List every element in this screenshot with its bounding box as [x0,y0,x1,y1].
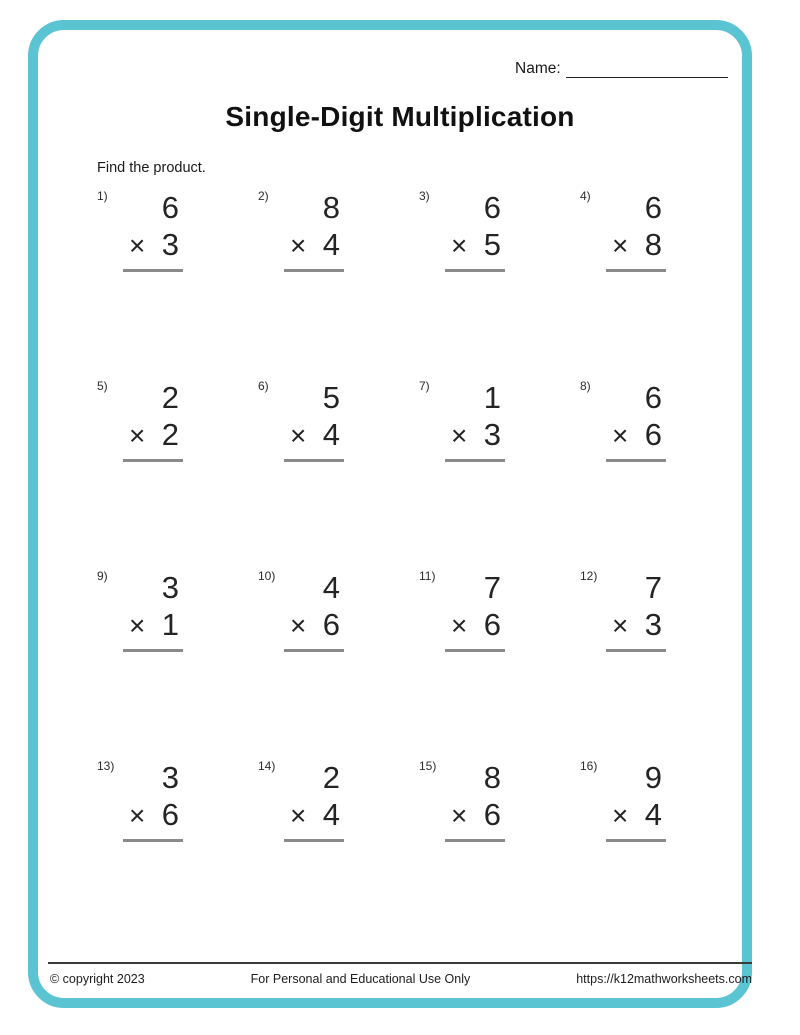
bottom-row [123,418,183,452]
problem-work [284,381,344,462]
answer-line[interactable] [123,649,183,652]
name-label: Name: [515,60,561,77]
problem-9 [95,565,256,755]
bottom-row [284,418,344,452]
bottom-row [606,418,666,452]
page-title: Single-Digit Multiplication [225,101,575,132]
multiply-icon: × [612,800,629,831]
top-operand: 5 [322,380,340,415]
problem-work [445,571,505,652]
problem-number: 10) [258,569,276,583]
problem-work [123,191,183,272]
answer-line[interactable] [606,459,666,462]
multiply-icon: × [451,610,468,641]
multiply-icon: × [290,420,307,451]
top-operand: 7 [483,570,501,605]
problem-number: 16) [580,759,598,773]
top-operand: 4 [322,570,340,605]
top-operand: 8 [483,760,501,795]
bottom-row [284,798,344,832]
problem-1 [95,185,256,375]
name-row [515,58,728,78]
multiply-icon: × [451,230,468,261]
problem-14 [256,755,417,945]
multiply-icon: × [129,420,146,451]
problem-number: 3) [419,189,430,203]
problem-work [445,191,505,272]
problem-work [284,191,344,272]
multiply-icon: × [129,800,146,831]
answer-line[interactable] [123,269,183,272]
problem-work [284,761,344,842]
bottom-row [445,608,505,642]
problem-3 [417,185,578,375]
bottom-row [123,798,183,832]
answer-line[interactable] [606,649,666,652]
bottom-operand: 4 [322,417,340,452]
answer-line[interactable] [123,459,183,462]
bottom-operand: 5 [483,227,501,262]
multiply-icon: × [612,420,629,451]
top-operand: 2 [322,760,340,795]
problem-7 [417,375,578,565]
problem-number: 12) [580,569,598,583]
problem-number: 2) [258,189,269,203]
multiply-icon: × [129,230,146,261]
top-operand: 8 [322,190,340,225]
problem-2 [256,185,417,375]
top-operand: 1 [483,380,501,415]
bottom-row [123,608,183,642]
bottom-operand: 4 [322,797,340,832]
name-fill-line[interactable] [566,58,728,78]
problem-work [606,571,666,652]
problem-10 [256,565,417,755]
bottom-operand: 3 [644,607,662,642]
problem-work [606,191,666,272]
footer [50,972,752,986]
multiply-icon: × [612,610,629,641]
bottom-operand: 8 [644,227,662,262]
problem-5 [95,375,256,565]
answer-line[interactable] [284,839,344,842]
bottom-operand: 2 [161,417,179,452]
problem-12 [578,565,739,755]
bottom-row [284,608,344,642]
bottom-operand: 6 [644,417,662,452]
instruction-text: Find the product. [97,160,206,176]
top-operand: 6 [644,190,662,225]
problem-number: 7) [419,379,430,393]
answer-line[interactable] [445,459,505,462]
problem-work [123,571,183,652]
bottom-row [123,228,183,262]
multiply-icon: × [129,610,146,641]
problem-work [123,381,183,462]
problem-work [606,761,666,842]
problem-number: 6) [258,379,269,393]
footer-usage-note: For Personal and Educational Use Only [250,972,471,986]
problem-number: 14) [258,759,276,773]
problem-work [284,571,344,652]
bottom-operand: 3 [161,227,179,262]
problem-number: 13) [97,759,115,773]
answer-line[interactable] [123,839,183,842]
top-operand: 2 [161,380,179,415]
bottom-row [445,228,505,262]
multiply-icon: × [612,230,629,261]
answer-line[interactable] [606,269,666,272]
bottom-row [284,228,344,262]
bottom-operand: 6 [161,797,179,832]
bottom-row [606,798,666,832]
top-operand: 3 [161,570,179,605]
problem-11 [417,565,578,755]
bottom-operand: 4 [322,227,340,262]
problem-6 [256,375,417,565]
problem-16 [578,755,739,945]
multiply-icon: × [290,610,307,641]
multiply-icon: × [290,800,307,831]
answer-line[interactable] [445,839,505,842]
answer-line[interactable] [606,839,666,842]
multiply-icon: × [451,800,468,831]
multiply-icon: × [290,230,307,261]
problem-number: 9) [97,569,108,583]
footer-copyright: © copyright 2023 [50,972,145,986]
top-operand: 7 [644,570,662,605]
bottom-row [606,228,666,262]
bottom-operand: 6 [483,797,501,832]
problem-number: 15) [419,759,437,773]
problem-13 [95,755,256,945]
answer-line[interactable] [445,649,505,652]
problem-4 [578,185,739,375]
problem-number: 11) [419,569,436,583]
problem-8 [578,375,739,565]
problem-work [445,761,505,842]
top-operand: 6 [644,380,662,415]
bottom-row [606,608,666,642]
bottom-operand: 4 [644,797,662,832]
answer-line[interactable] [284,269,344,272]
bottom-row [445,798,505,832]
problem-number: 8) [580,379,591,393]
footer-divider [48,962,752,964]
top-operand: 6 [483,190,501,225]
problem-15 [417,755,578,945]
top-operand: 9 [644,760,662,795]
answer-line[interactable] [284,649,344,652]
top-operand: 6 [161,190,179,225]
top-operand: 3 [161,760,179,795]
answer-line[interactable] [284,459,344,462]
problem-work [445,381,505,462]
answer-line[interactable] [445,269,505,272]
problem-work [606,381,666,462]
problem-number: 1) [97,189,108,203]
footer-url[interactable]: https://k12mathworksheets.com [576,972,752,986]
problem-number: 4) [580,189,591,203]
multiply-icon: × [451,420,468,451]
bottom-operand: 3 [483,417,501,452]
problems-grid [95,185,739,945]
problem-number: 5) [97,379,108,393]
problem-work [123,761,183,842]
bottom-operand: 6 [483,607,501,642]
bottom-operand: 1 [161,607,179,642]
bottom-operand: 6 [322,607,340,642]
bottom-row [445,418,505,452]
